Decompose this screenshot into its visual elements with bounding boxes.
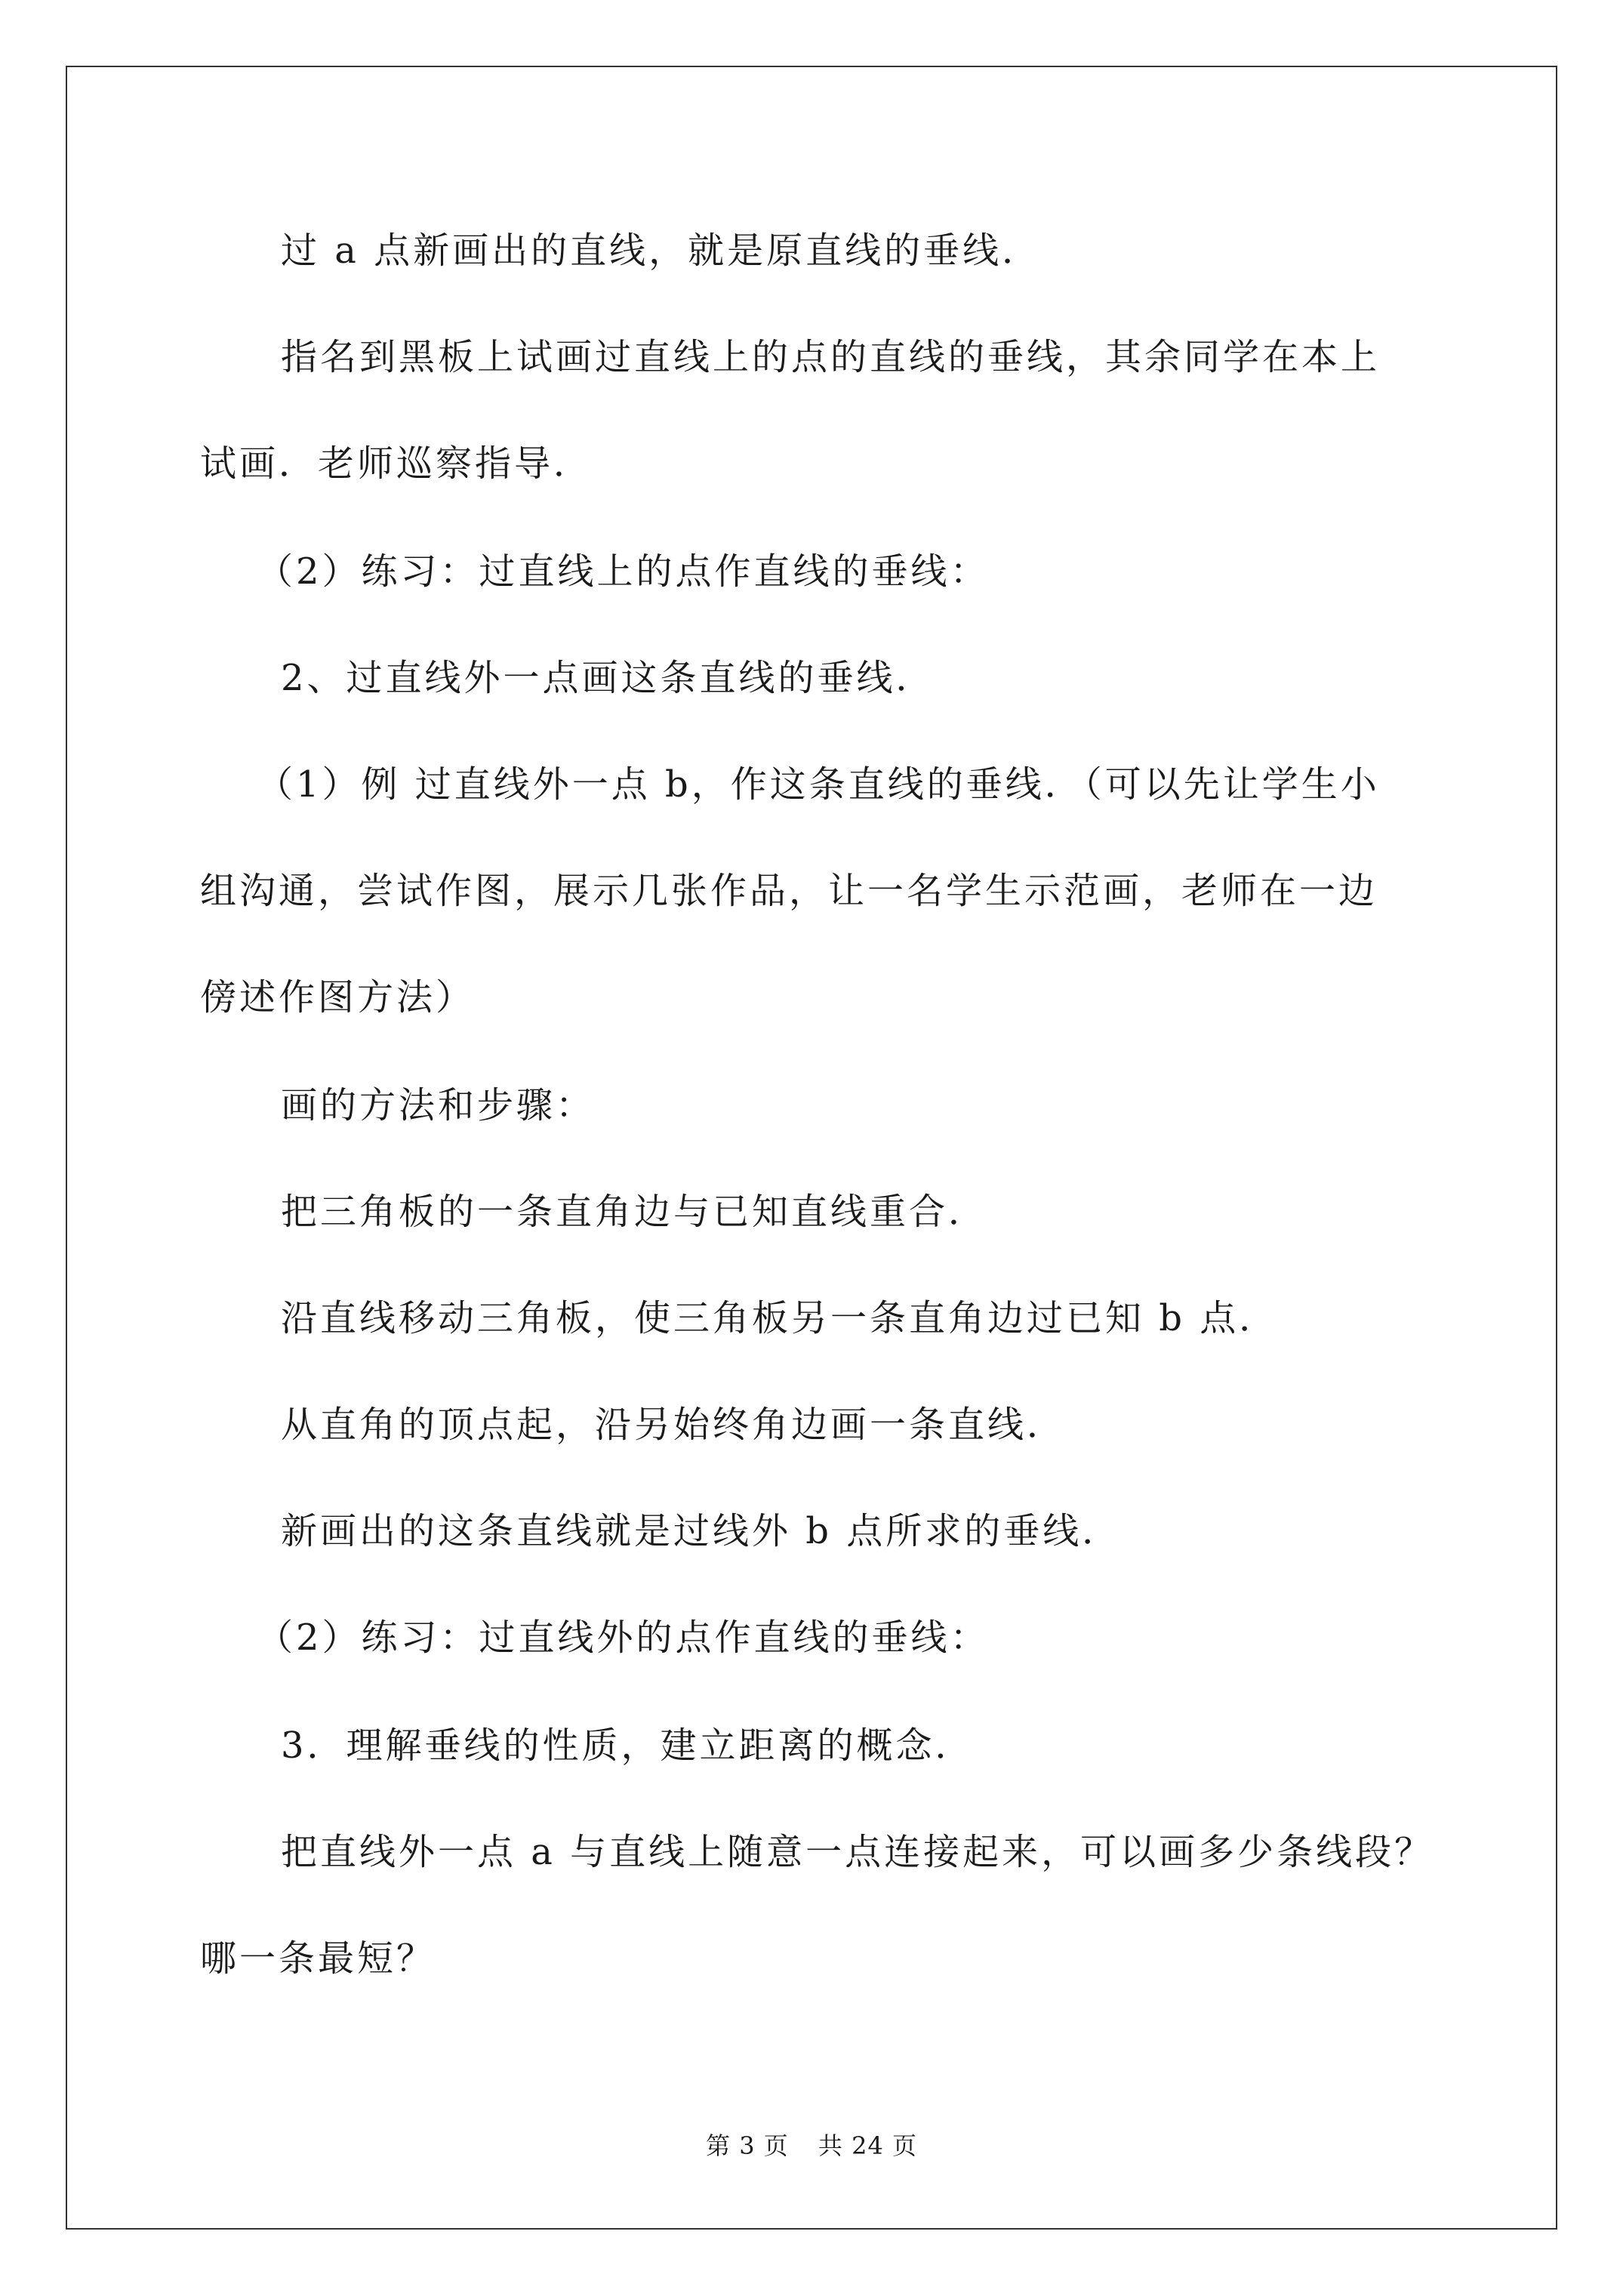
page-number: 第 3 页	[706, 2131, 789, 2160]
paragraph-line: （2）练习：过直线外的点作直线的垂线：	[257, 1616, 990, 1659]
paragraph-line: 画的方法和步骤：	[281, 1084, 596, 1126]
page-footer	[0, 2131, 1623, 2161]
paragraph-line: 3．理解垂线的性质，建立距离的概念．	[281, 1724, 975, 1767]
paragraph-line: 把三角板的一条直角边与已知直线重合．	[281, 1191, 988, 1233]
paragraph-line: 组沟通，尝试作图，展示几张作品，让一名学生示范画，老师在一边	[200, 870, 1378, 912]
paragraph-line: 傍述作图方法）	[200, 976, 476, 1019]
paragraph-line: 试画．老师巡察指导．	[200, 442, 593, 485]
paragraph-line: 哪一条最短？	[200, 1937, 436, 1980]
paragraph-line: 2、过直线外一点画这条直线的垂线．	[281, 657, 935, 699]
paragraph-line: 指名到黑板上试画过直线上的点的直线的垂线，其余同学在本上	[281, 336, 1381, 378]
paragraph-line: 从直角的顶点起，沿另始终角边画一条直线．	[281, 1404, 1067, 1446]
paragraph-line: 把直线外一点 a 与直线上随意一点连接起来，可以画多少条线段？	[281, 1831, 1434, 1873]
paragraph-line: 新画出的这条直线就是过线外 b 点所求的垂线．	[281, 1510, 1122, 1552]
page-total: 共 24 页	[818, 2131, 917, 2160]
paragraph-line: （2）练习：过直线上的点作直线的垂线：	[257, 550, 990, 593]
paragraph-line: 过 a 点新画出的直线，就是原直线的垂线．	[281, 230, 1042, 272]
paragraph-line: （1）例 过直线外一点 b，作这条直线的垂线．（可以先让学生小	[257, 763, 1380, 806]
paragraph-line: 沿直线移动三角板，使三角板另一条直角边过已知 b 点．	[281, 1297, 1279, 1339]
